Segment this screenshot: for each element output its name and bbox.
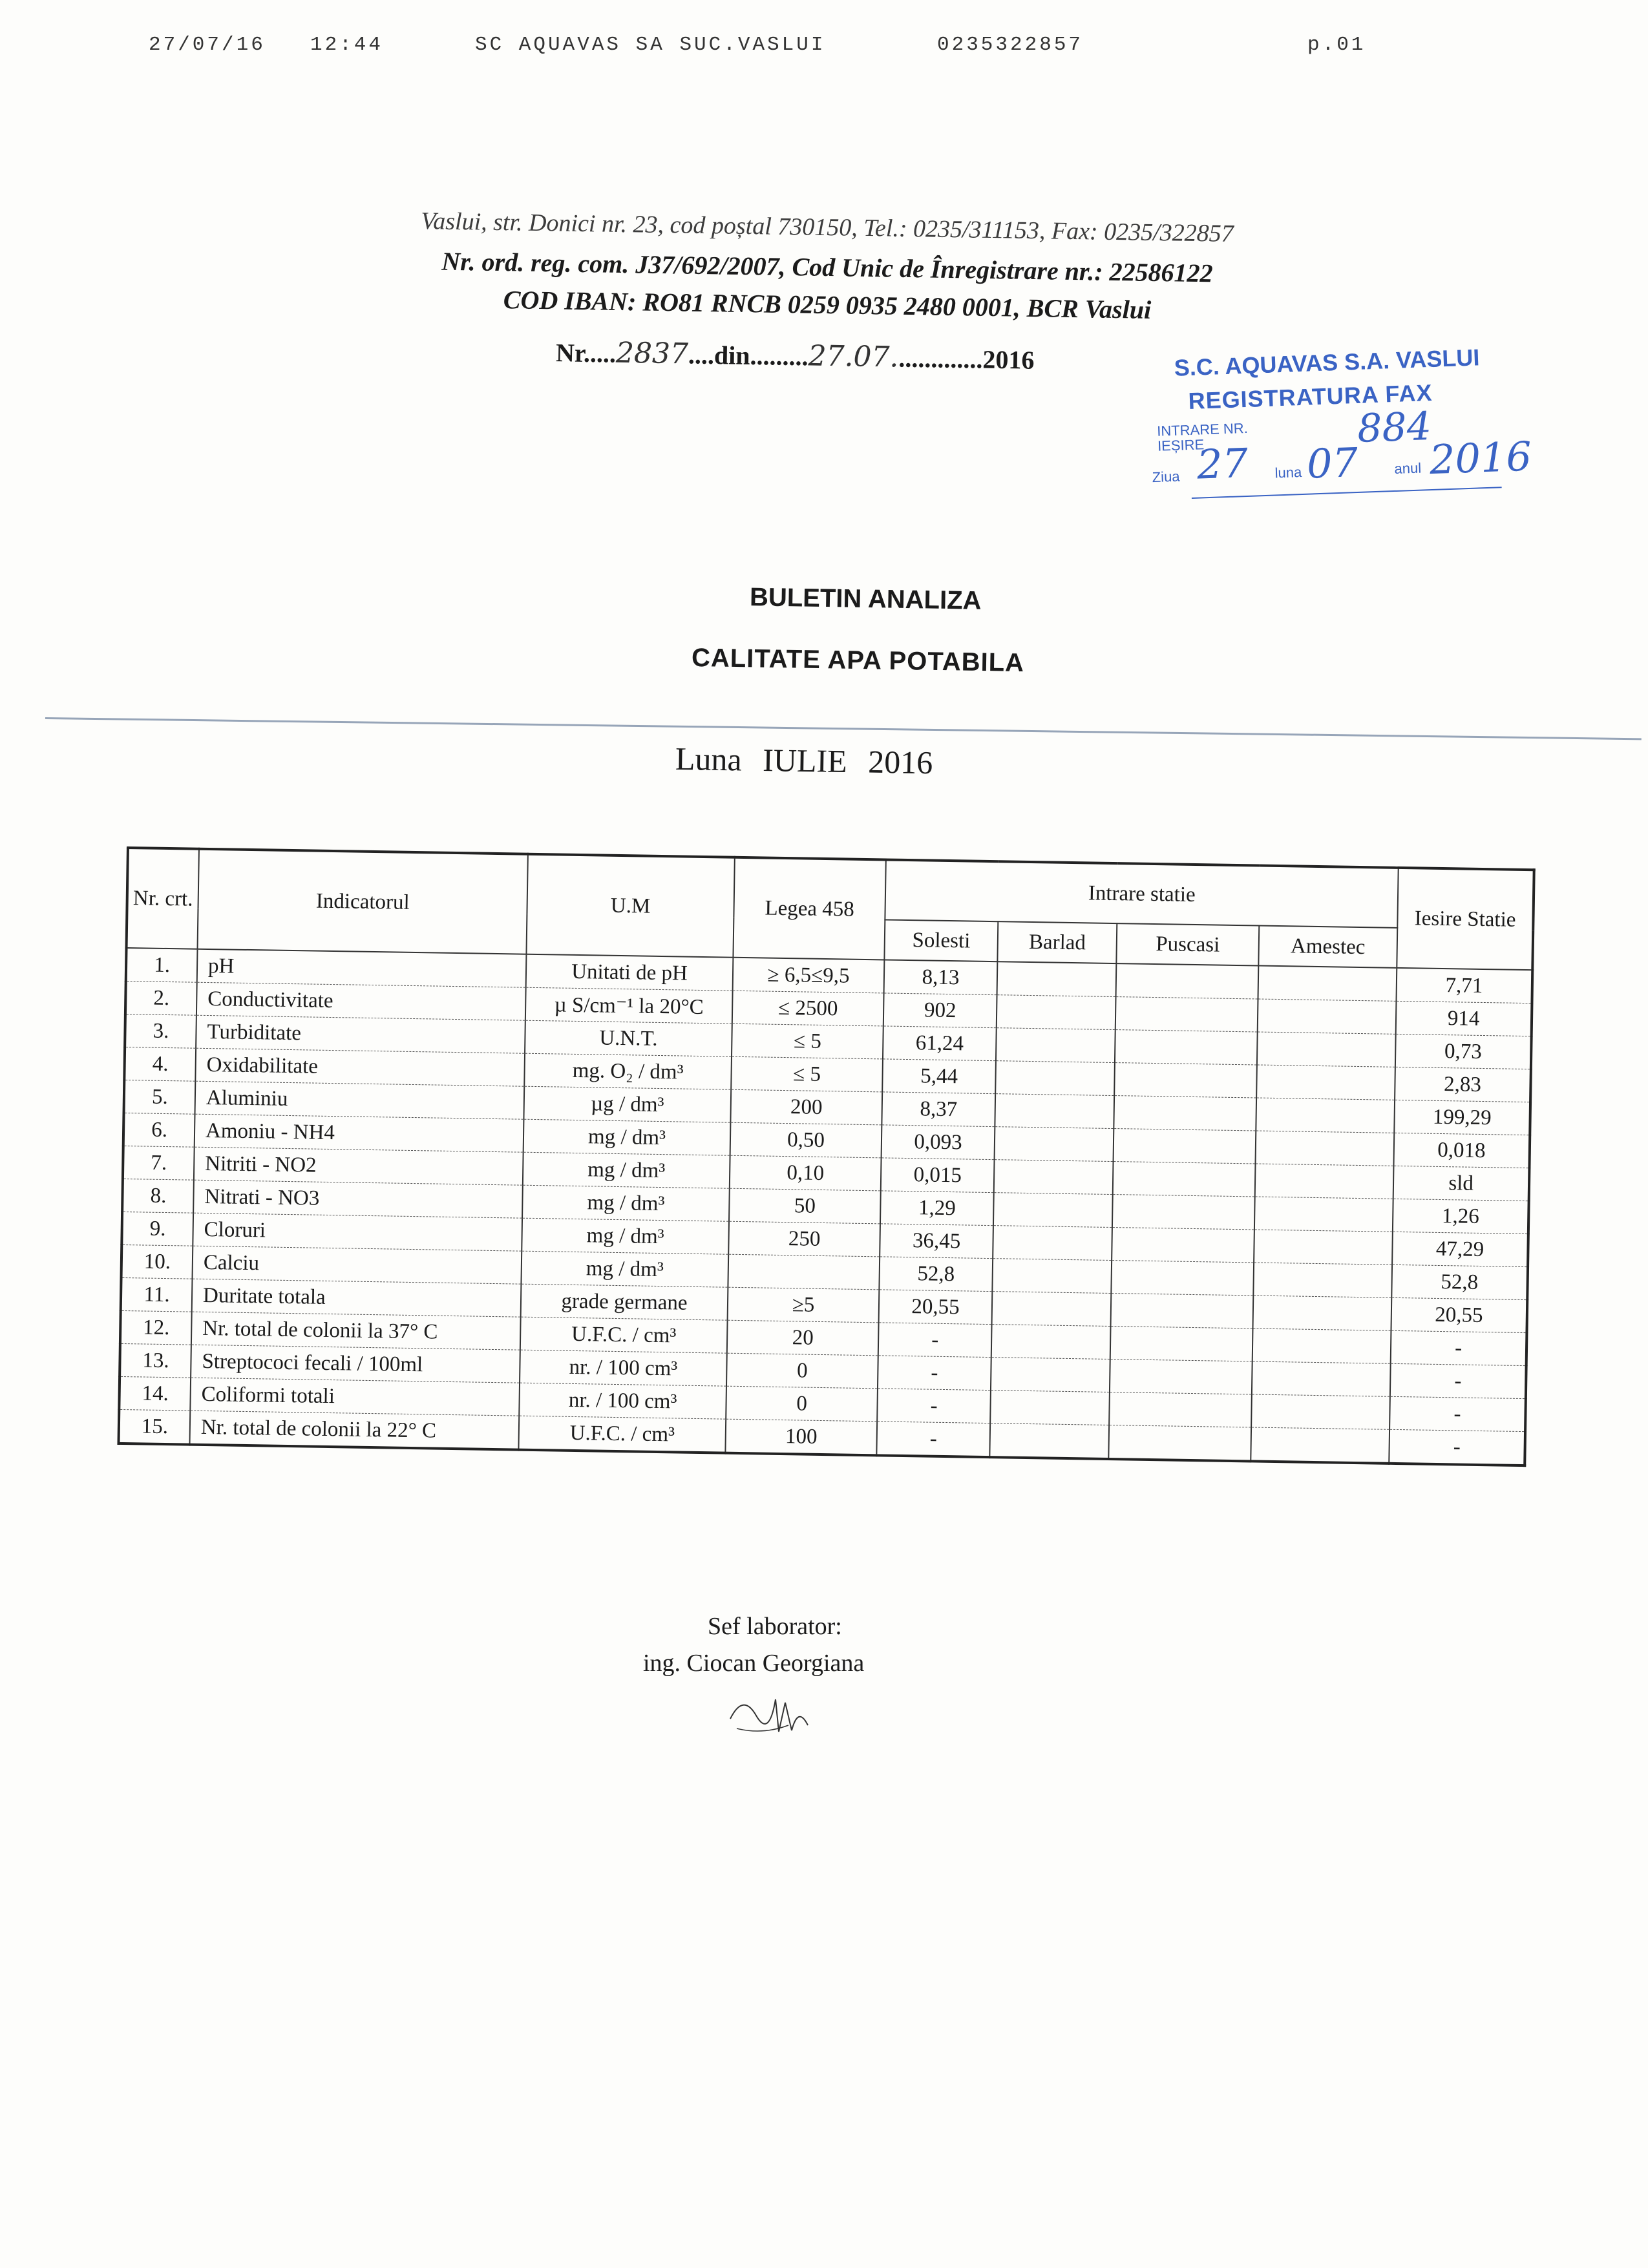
cell-solesti: 0,093: [882, 1125, 995, 1160]
cell-iesire: 0,73: [1395, 1034, 1532, 1069]
header-amestec: Amestec: [1258, 926, 1397, 968]
cell-iesire: 914: [1396, 1001, 1532, 1036]
stamp-line1: S.C. AQUAVAS S.A. VASLUI: [1174, 344, 1481, 381]
cell-barlad: [992, 1259, 1112, 1294]
cell-barlad: [995, 1061, 1115, 1096]
cell-lege: 0,10: [730, 1155, 882, 1191]
cell-um: nr. / 100 cm³: [520, 1350, 726, 1386]
cell-solesti: -: [878, 1323, 991, 1358]
stamp-line4: IEȘIRE: [1157, 436, 1205, 454]
cell-nr: 4.: [124, 1047, 196, 1081]
cell-indicator: Nitrati - NO3: [193, 1180, 523, 1218]
cell-indicator: Conductivitate: [196, 982, 526, 1020]
cell-solesti: 20,55: [879, 1290, 992, 1325]
cell-amestec: [1253, 1263, 1392, 1297]
cell-barlad: [995, 1094, 1114, 1129]
cell-nr: 13.: [120, 1343, 191, 1378]
cell-puscasi: [1112, 1228, 1254, 1263]
company-address: Vaslui, str. Donici nr. 23, cod poștal 730150, Tel.: 0235/311153, Fax: 0235/322857: [420, 207, 1234, 247]
cell-lege: 200: [730, 1089, 882, 1125]
header-lege: Legea 458: [733, 857, 886, 960]
report-month: Luna IULIE 2016: [675, 740, 933, 781]
cell-solesti: 0,015: [881, 1158, 994, 1193]
cell-amestec: [1251, 1427, 1389, 1464]
cell-iesire: 2,83: [1395, 1067, 1531, 1102]
cell-barlad: [989, 1423, 1109, 1459]
cell-lege: 250: [728, 1221, 880, 1257]
stamp-zi-label: Ziua: [1152, 468, 1180, 486]
cell-solesti: 52,8: [880, 1257, 993, 1292]
cell-solesti: 8,37: [882, 1092, 995, 1127]
document-number: Nr.....2837....din.........27.07..............2016: [555, 336, 1035, 375]
cell-barlad: [993, 1193, 1113, 1228]
cell-um: µ S/cm⁻¹ la 20°C: [525, 987, 732, 1024]
cell-um: mg / dm³: [522, 1251, 728, 1287]
cell-puscasi: [1112, 1261, 1254, 1296]
company-registration: Nr. ord. reg. com. J37/692/2007, Cod Unic de Înregistrare nr.: 22586122: [441, 246, 1213, 288]
cell-indicator: Nitriti - NO2: [194, 1147, 523, 1185]
cell-puscasi: [1115, 1030, 1257, 1065]
cell-solesti: -: [877, 1389, 990, 1423]
stamp-luna-label: luna: [1274, 464, 1302, 481]
header-puscasi: Puscasi: [1117, 923, 1259, 965]
cell-amestec: [1257, 1032, 1396, 1067]
stamp-line2: REGISTRATURA FAX: [1187, 379, 1433, 415]
cell-barlad: [991, 1292, 1111, 1327]
cell-lege: ≤ 2500: [732, 991, 884, 1026]
header-indicator: Indicatorul: [198, 849, 529, 954]
cell-um: nr. / 100 cm³: [519, 1383, 726, 1419]
cell-puscasi: [1114, 1129, 1256, 1164]
company-iban: COD IBAN: RO81 RNCB 0259 0935 2480 0001, BCR Vaslui: [503, 285, 1152, 324]
cell-solesti: 902: [883, 993, 997, 1028]
header-nr: Nr. crt.: [127, 848, 199, 949]
fax-header: [149, 34, 1377, 59]
cell-amestec: [1252, 1296, 1391, 1330]
handwritten-signature: [724, 1680, 827, 1738]
cell-nr: 10.: [121, 1244, 193, 1279]
cell-indicator: Cloruri: [193, 1213, 522, 1251]
cell-solesti: 36,45: [880, 1224, 993, 1259]
cell-lege: ≤ 5: [732, 1024, 883, 1059]
cell-barlad: [990, 1391, 1110, 1425]
fax-sender: SC AQUAVAS SA SUC.VASLUI: [475, 34, 826, 56]
cell-indicator: Nr. total de colonii la 22° C: [189, 1411, 519, 1449]
cell-nr: 5.: [124, 1080, 196, 1114]
fax-page: p.01: [1307, 34, 1366, 56]
cell-nr: 7.: [123, 1146, 195, 1180]
fax-date: 27/07/16: [149, 34, 266, 56]
cell-nr: 12.: [120, 1310, 192, 1345]
cell-lege: 20: [727, 1320, 879, 1356]
cell-nr: 8.: [122, 1179, 194, 1213]
cell-indicator: Coliformi totali: [190, 1378, 520, 1416]
cell-nr: 14.: [119, 1376, 191, 1411]
cell-um: grade germane: [521, 1284, 728, 1320]
cell-amestec: [1256, 1065, 1395, 1100]
cell-lege: 0,50: [730, 1122, 882, 1158]
cell-indicator: Oxidabilitate: [195, 1048, 525, 1086]
cell-indicator: Aluminiu: [195, 1081, 524, 1119]
cell-barlad: [996, 1028, 1115, 1063]
cell-um: U.N.T.: [525, 1020, 732, 1056]
cell-um: mg / dm³: [523, 1152, 730, 1188]
cell-lege: [728, 1254, 880, 1290]
cell-indicator: Nr. total de colonii la 37° C: [191, 1312, 521, 1350]
cell-puscasi: [1114, 1096, 1256, 1131]
cell-amestec: [1251, 1394, 1390, 1429]
stamp-anul-label: anul: [1394, 459, 1422, 477]
cell-puscasi: [1111, 1294, 1253, 1328]
cell-barlad: [994, 1127, 1114, 1162]
stamp-reg-number: 884: [1357, 403, 1433, 452]
cell-um: mg / dm³: [523, 1119, 730, 1155]
stamp-luna: 07: [1305, 438, 1359, 488]
cell-iesire: 1,26: [1393, 1199, 1529, 1234]
cell-indicator: Duritate totala: [192, 1279, 522, 1317]
cell-um: mg. O₂ / dm³: [524, 1053, 731, 1089]
stamp-zi: 27: [1196, 439, 1249, 488]
cell-lege: ≥ 6,5≤9,5: [732, 958, 884, 993]
doc-date-value: 27.07.: [808, 339, 899, 374]
document-title: BULETIN ANALIZA: [749, 583, 982, 615]
cell-puscasi: [1115, 997, 1258, 1032]
cell-lege: 50: [729, 1188, 881, 1224]
cell-puscasi: [1110, 1360, 1252, 1394]
cell-barlad: [997, 995, 1116, 1030]
cell-iesire: 52,8: [1391, 1265, 1528, 1299]
header-iesire: Iesire Statie: [1397, 868, 1534, 970]
cell-lege: 0: [726, 1386, 878, 1422]
cell-barlad: [991, 1358, 1110, 1392]
cell-puscasi: [1110, 1327, 1252, 1361]
stamp-line3: INTRARE NR.: [1156, 419, 1249, 439]
header-um: U.M: [527, 854, 735, 958]
cell-um: Unitati de pH: [526, 954, 733, 991]
cell-um: mg / dm³: [522, 1185, 729, 1221]
cell-puscasi: [1109, 1425, 1251, 1461]
cell-nr: 2.: [125, 982, 197, 1016]
cell-amestec: [1258, 966, 1397, 1002]
cell-barlad: [994, 1160, 1114, 1195]
cell-iesire: -: [1391, 1330, 1527, 1365]
cell-barlad: [991, 1325, 1111, 1360]
cell-solesti: 1,29: [880, 1191, 993, 1226]
cell-solesti: -: [878, 1356, 991, 1391]
cell-indicator: Calciu: [192, 1246, 522, 1284]
cell-iesire: 47,29: [1392, 1232, 1528, 1266]
signature-name: ing. Ciocan Georgiana: [643, 1650, 865, 1677]
cell-amestec: [1256, 1098, 1395, 1133]
cell-um: µg / dm³: [524, 1086, 731, 1122]
cell-indicator: Turbiditate: [196, 1015, 525, 1053]
cell-lege: 0: [726, 1353, 878, 1389]
cell-solesti: -: [877, 1422, 990, 1457]
doc-number-middle: din: [713, 341, 750, 370]
cell-amestec: [1252, 1361, 1391, 1396]
cell-puscasi: [1114, 1063, 1256, 1098]
doc-number-prefix: Nr.: [555, 338, 591, 368]
cell-solesti: 5,44: [882, 1059, 995, 1094]
cell-um: U.F.C. / cm³: [519, 1416, 726, 1453]
document-subtitle: CALITATE APA POTABILA: [691, 643, 1025, 678]
cell-nr: 9.: [121, 1212, 193, 1246]
cell-iesire: 199,29: [1394, 1100, 1530, 1135]
cell-amestec: [1257, 999, 1396, 1034]
cell-solesti: 61,24: [883, 1026, 996, 1061]
stamp-underline: [1192, 487, 1502, 499]
cell-amestec: [1255, 1131, 1394, 1166]
doc-number-value: 2837: [615, 336, 689, 371]
cell-amestec: [1254, 1164, 1393, 1199]
cell-iesire: 7,71: [1397, 968, 1533, 1003]
cell-puscasi: [1112, 1195, 1254, 1230]
cell-lege: ≥5: [727, 1287, 879, 1323]
signature-title: Sef laborator:: [708, 1613, 842, 1640]
analysis-table: [117, 846, 1535, 1467]
horizontal-rule: [45, 717, 1642, 740]
cell-iesire: -: [1389, 1429, 1525, 1465]
table-body: [118, 948, 1532, 1465]
cell-iesire: 20,55: [1391, 1297, 1528, 1332]
registry-stamp: [1135, 342, 1541, 504]
cell-indicator: pH: [197, 949, 527, 987]
cell-puscasi: [1113, 1162, 1255, 1197]
fax-phone: 0235322857: [937, 34, 1084, 56]
cell-iesire: -: [1390, 1363, 1527, 1398]
cell-puscasi: [1116, 963, 1258, 999]
cell-barlad: [993, 1226, 1112, 1261]
cell-nr: 15.: [118, 1409, 190, 1444]
header-solesti: Solesti: [885, 919, 998, 961]
cell-um: U.F.C. / cm³: [520, 1317, 727, 1353]
cell-indicator: Amoniu - NH4: [195, 1114, 524, 1152]
cell-iesire: 0,018: [1394, 1133, 1530, 1168]
cell-indicator: Streptococi fecali / 100ml: [191, 1345, 520, 1383]
cell-lege: ≤ 5: [731, 1056, 883, 1092]
cell-um: mg / dm³: [522, 1218, 728, 1254]
header-intrare: Intrare statie: [885, 859, 1399, 927]
stamp-anul: 2016: [1428, 432, 1533, 484]
doc-year: 2016: [982, 344, 1035, 375]
header-barlad: Barlad: [997, 921, 1117, 963]
cell-nr: 3.: [125, 1014, 196, 1048]
cell-iesire: sld: [1393, 1166, 1530, 1201]
cell-amestec: [1254, 1197, 1393, 1232]
cell-nr: 6.: [123, 1113, 195, 1147]
cell-lege: 100: [725, 1419, 877, 1455]
cell-nr: 11.: [121, 1277, 193, 1312]
fax-time: 12:44: [310, 34, 384, 56]
cell-solesti: 8,13: [884, 960, 997, 994]
cell-iesire: -: [1389, 1396, 1526, 1431]
cell-puscasi: [1109, 1392, 1251, 1427]
cell-amestec: [1254, 1230, 1393, 1265]
cell-amestec: [1252, 1328, 1391, 1363]
cell-nr: 1.: [126, 948, 198, 982]
cell-barlad: [997, 961, 1116, 996]
